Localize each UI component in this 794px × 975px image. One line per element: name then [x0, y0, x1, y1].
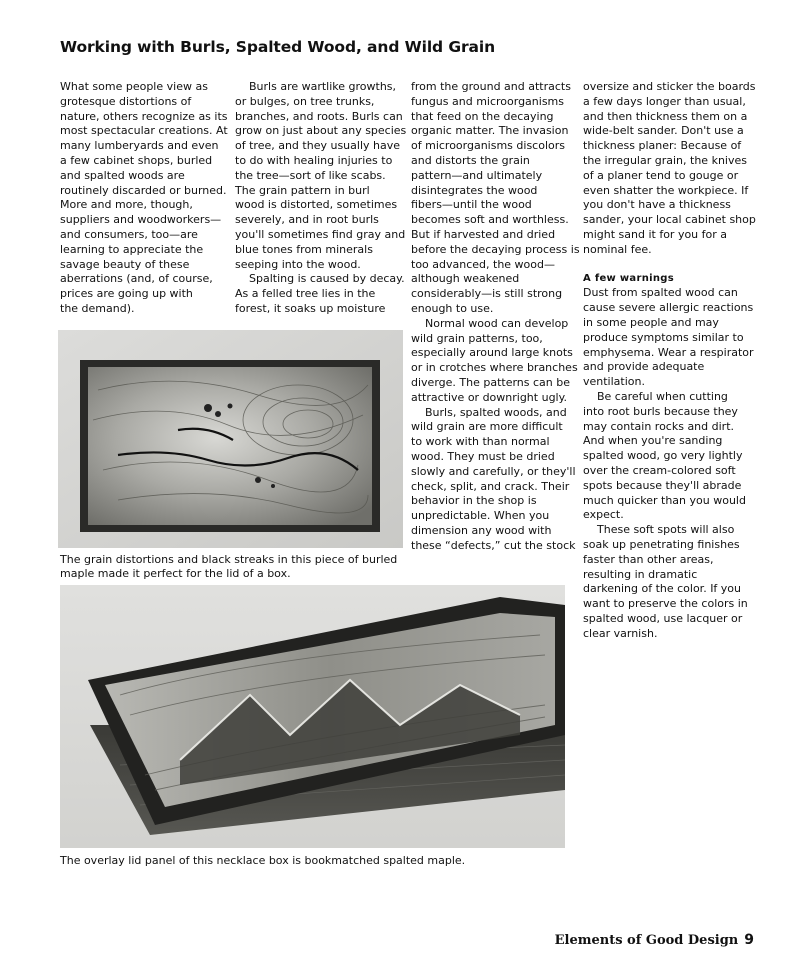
text-line: Be careful when cutting [597, 389, 728, 403]
page-footer [555, 932, 754, 948]
text-line: before the decaying process is [411, 242, 580, 256]
text-line: especially around large knots [411, 346, 573, 360]
text-line: over the cream-colored soft [583, 463, 736, 477]
text-line: to do with healing injuries to [235, 153, 393, 167]
text-line: soak up penetrating finishes [583, 537, 740, 551]
text-line: forest, it soaks up moisture [235, 301, 386, 315]
photo-caption-2: The overlay lid panel of this necklace box is bookmatched spalted maple. [60, 854, 466, 867]
text-line: nature, others recognize as its [60, 109, 228, 123]
text-line: most spectacular creations. At [60, 124, 228, 138]
text-line: Normal wood can develop [425, 316, 569, 330]
text-line: Dust from spalted wood can [583, 286, 738, 300]
text-line: many lumberyards and even [60, 139, 219, 153]
text-line: to work with than normal [411, 435, 550, 449]
text-line: resulting in dramatic [583, 567, 698, 581]
running-footer-title: Elements of Good Design [554, 933, 739, 948]
caption-line: maple made it perfect for the lid of a box. [60, 567, 291, 580]
text-line: oversize and sticker the boards [583, 80, 756, 93]
paragraph [60, 80, 230, 317]
text-line: aberrations (and, of course, [60, 272, 213, 286]
text-line: The grain pattern in burl [235, 183, 370, 197]
text-line: expect. [583, 508, 624, 522]
text-line: becomes soft and worthless. [411, 213, 569, 227]
text-line: blue tones from minerals [235, 242, 373, 256]
page-number: 9 [744, 932, 754, 948]
text-line: emphysema. Wear a respirator [583, 345, 754, 359]
text-line: More and more, though, [60, 198, 193, 212]
text-line: wild grain are more difficult [411, 420, 563, 434]
text-line: a few days longer than usual, [583, 94, 746, 108]
text-line: Spalting is caused by decay. [249, 272, 405, 286]
photo-caption-1 [60, 553, 397, 581]
text-line: learning to appreciate the [60, 242, 204, 256]
text-line: although weakened [411, 272, 520, 286]
text-line: that feed on the decaying [411, 109, 554, 123]
page-title: Working with Burls, Spalted Wood, and Wild Grain [60, 38, 496, 56]
text-line: faster than other areas, [583, 552, 714, 566]
text-line: fibers—until the wood [411, 198, 532, 212]
text-line: and spalted woods are [60, 168, 185, 182]
text-line: grotesque distortions of [60, 94, 192, 108]
paragraph [583, 80, 756, 258]
text-line: enough to use. [411, 301, 494, 315]
text-line: prices are going up with [60, 287, 193, 301]
necklace-box-photo [60, 585, 565, 848]
text-line: darkening of the color. If you [583, 582, 742, 596]
text-line: into root burls because they [583, 404, 738, 418]
text-line: spalted wood, go very lightly [583, 449, 743, 463]
text-line: attractive or downright ugly. [411, 390, 568, 404]
text-line: wood is distorted, sometimes [235, 198, 398, 212]
paragraph [235, 80, 407, 272]
text-line: and provide adequate [583, 360, 705, 374]
burled-maple-lid-photo [58, 330, 403, 548]
text-line: grow on just about any species [235, 124, 407, 138]
text-line: considerably—is still strong [411, 287, 563, 301]
text-line: clear varnish. [583, 626, 658, 640]
text-line: wide-belt sander. Don't use a [583, 124, 744, 138]
text-line: seeping into the wood. [235, 257, 361, 271]
text-line: of microorganisms discolors [411, 139, 565, 153]
text-line: or in crotches where branches [411, 361, 578, 375]
text-line: may contain rocks and dirt. [583, 419, 735, 433]
text-line: in some people and may [583, 315, 719, 329]
text-line: unpredictable. When you [411, 509, 550, 523]
text-line: diverge. The patterns can be [411, 375, 570, 389]
text-line: these “defects,” cut the stock [411, 538, 576, 552]
text-line: thickness planer: Because of [583, 139, 742, 153]
paragraph [583, 390, 753, 523]
paragraph [411, 405, 576, 554]
text-line: organic matter. The invasion [411, 124, 569, 138]
text-line: of a planer tend to gouge or [583, 168, 739, 182]
text-line: disintegrates the wood [411, 183, 538, 197]
text-line: the irregular grain, the knives [583, 153, 747, 167]
text-line: Burls, spalted woods, and [425, 405, 567, 419]
text-line: sander, your local cabinet shop [583, 213, 756, 227]
text-line: savage beauty of these [60, 257, 190, 271]
text-line: the tree—sort of like scabs. [235, 168, 386, 182]
text-line: As a felled tree lies in the [235, 287, 376, 301]
text-line: a few cabinet shops, burled [60, 153, 213, 167]
text-line: spalted wood, use lacquer or [583, 611, 743, 625]
text-line: the demand). [60, 301, 135, 315]
text-line: cause severe allergic reactions [583, 301, 754, 315]
text-line: and distorts the grain [411, 153, 530, 167]
text-line: spots because they'll abrade [583, 478, 742, 492]
text-line: suppliers and woodworkers— [60, 213, 222, 227]
text-line: want to preserve the colors in [583, 597, 748, 611]
text-line: slowly and carefully, or they'll [411, 464, 576, 478]
text-line: produce symptoms similar to [583, 330, 744, 344]
text-line: or bulges, on tree trunks, [235, 94, 375, 108]
paragraph [583, 286, 753, 390]
text-line: and then thickness them on a [583, 109, 748, 123]
text-line: branches, and roots. Burls can [235, 109, 403, 123]
text-line: And when you're sanding [583, 434, 723, 448]
text-line: These soft spots will also [597, 523, 735, 537]
text-line: even shatter the workpiece. If [583, 183, 749, 197]
text-line: might sand it for you for a [583, 227, 728, 241]
text-line: check, split, and crack. Their [411, 479, 570, 493]
text-line: fungus and microorganisms [411, 94, 565, 108]
text-column-4 [583, 80, 756, 641]
text-line: behavior in the shop is [411, 494, 537, 508]
text-line: severely, and in root burls [235, 213, 379, 227]
text-line: from the ground and attracts [411, 80, 571, 93]
text-line: of tree, and they usually have [235, 139, 400, 153]
paragraph [583, 523, 753, 641]
caption-line: The grain distortions and black streaks in this piece of burled [60, 553, 398, 566]
text-line: pattern—and ultimately [411, 168, 543, 182]
text-line: nominal fee. [583, 242, 652, 256]
section-heading: A few warnings [583, 272, 674, 284]
text-line: Burls are wartlike growths, [249, 80, 397, 93]
text-line: too advanced, the wood— [411, 257, 555, 271]
text-line: But if harvested and dried [411, 227, 556, 241]
paragraph [235, 272, 403, 316]
text-line: you'll sometimes find gray and [235, 227, 406, 241]
text-line: What some people view as [60, 80, 208, 93]
text-column-3 [411, 80, 580, 554]
text-column-2 [235, 80, 407, 317]
paragraph [411, 80, 580, 317]
text-line: routinely discarded or burned. [60, 183, 227, 197]
text-line: ventilation. [583, 375, 645, 389]
text-line: you don't have a thickness [583, 198, 731, 212]
text-column-1 [60, 80, 230, 317]
text-line: dimension any wood with [411, 523, 552, 537]
paragraph [411, 316, 578, 406]
text-line: wood. They must be dried [411, 449, 555, 463]
text-line: much quicker than you would [583, 493, 746, 507]
text-line: and consumers, too—are [60, 227, 198, 241]
text-line: wild grain patterns, too, [411, 331, 543, 345]
